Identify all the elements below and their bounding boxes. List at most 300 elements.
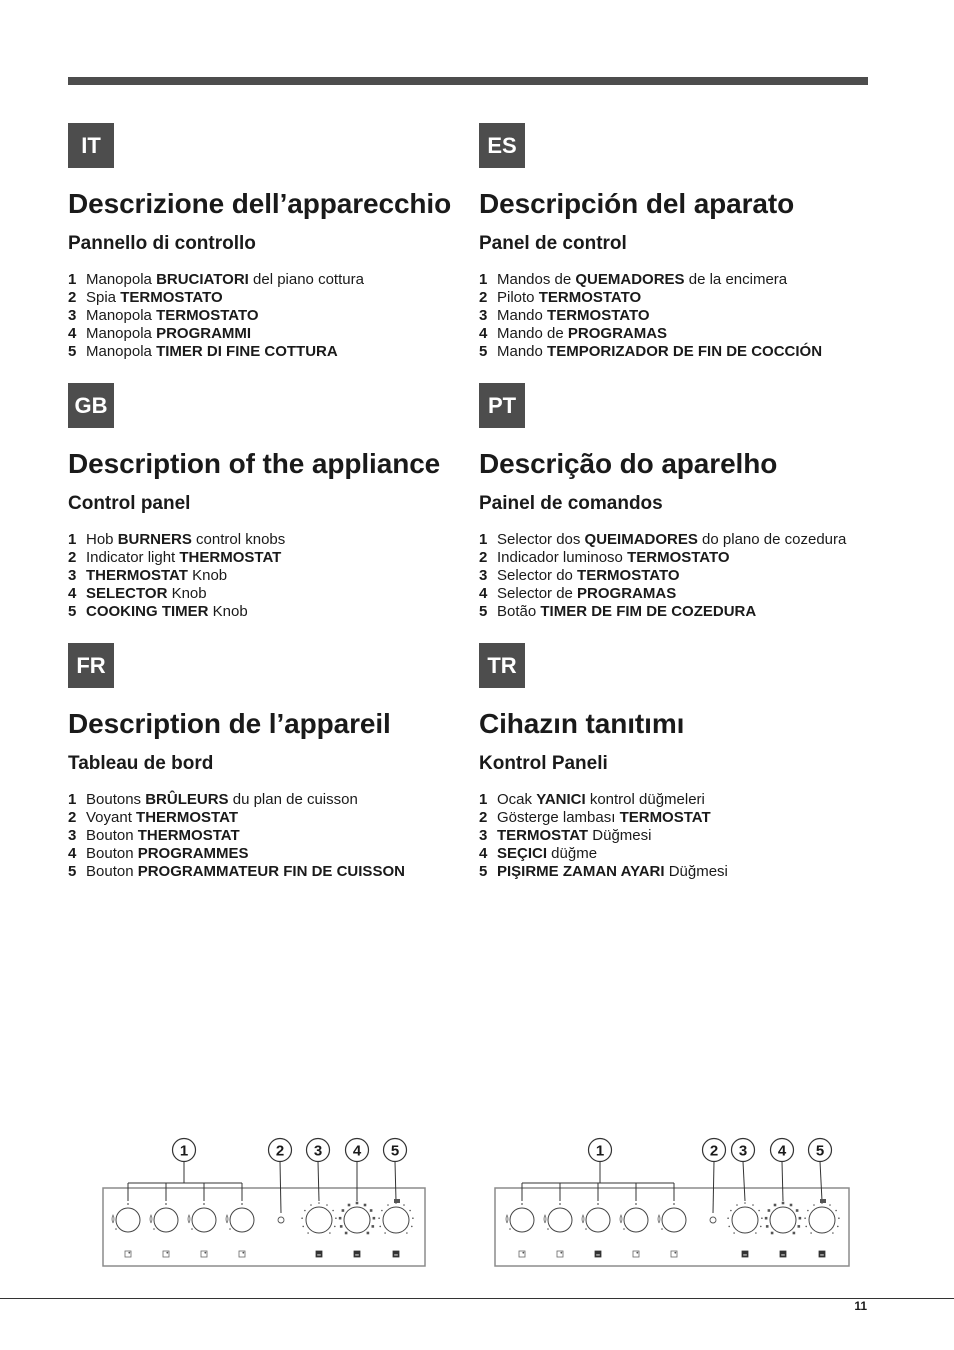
knob-mark [127,1203,129,1205]
item-keyword: PROGRAMMATEUR FIN DE CUISSON [137,863,405,880]
item-text: do plano de cozedura [697,531,847,548]
knob-mark [229,1228,231,1230]
item-text: del piano cottura [248,271,364,288]
program-symbol-icon [766,1225,769,1228]
indicator-light [710,1217,716,1223]
item-keyword: TERMOSTATO [577,567,680,584]
burner-position-icon [125,1251,131,1257]
callout-number: 3 [738,1142,748,1160]
item-keyword: PROGRAMAS [567,325,668,342]
burner-knob [548,1208,572,1232]
program-symbol-icon [765,1217,768,1220]
list-item [68,809,405,827]
item-number: 3 [479,567,488,584]
item-text: Manopola [86,271,157,288]
item-keyword: TERMOSTATO [547,307,650,324]
item-keyword: PIŞIRME ZAMAN AYARI [497,863,665,880]
parts-list [68,271,364,361]
scale-mark [334,1226,336,1228]
selector-knob [344,1207,370,1233]
knob-mark [597,1203,599,1205]
oven-element-icon [355,1255,359,1256]
item-number: 4 [68,585,77,602]
program-symbol-icon [373,1217,376,1220]
list-item [479,845,728,863]
oven-element-icon [781,1255,785,1256]
scale-mark [329,1232,331,1234]
oven-element-icon [317,1255,321,1256]
list-item [68,343,364,361]
program-symbol-icon [798,1225,801,1228]
item-text: Mando [497,343,548,360]
thermostat-knob [306,1207,332,1233]
list-item [479,791,728,809]
item-keyword: TIMER DI FINE COTTURA [156,343,338,360]
callout-number: 3 [313,1142,323,1160]
item-number: 5 [68,343,77,360]
burner-position-dot-icon [204,1252,206,1254]
footer-rule [0,1298,954,1299]
section-title: Descrição do aparelho [479,448,778,479]
burner-position-icon [163,1251,169,1257]
item-keyword: TERMOSTATO [538,289,642,306]
scale-mark [744,1202,746,1204]
burner-position-dot-icon [674,1252,676,1254]
oven-element-icon [820,1255,824,1256]
section-subtitle: Kontrol Paneli [479,753,608,774]
item-keyword: TERMOSTAT [619,809,711,826]
item-text: düğme [547,845,598,862]
item-number: 3 [68,307,77,324]
scale-mark [335,1217,337,1219]
item-number: 2 [68,289,77,306]
oven-function-icon [780,1251,786,1257]
item-text: Bouton [86,863,138,880]
program-symbol-icon [790,1204,793,1207]
scale-mark [807,1210,809,1212]
item-text: Piloto [497,289,539,306]
item-keyword: TIMER DE FIM DE COZEDURA [540,603,757,620]
program-symbol-icon [345,1232,348,1235]
scale-mark [409,1210,411,1212]
scale-mark [307,1232,309,1234]
item-number: 2 [479,549,488,566]
item-text: Manopola [86,343,157,360]
list-item [68,307,364,325]
list-item [479,863,728,881]
control-panel-diagram [495,1139,849,1267]
callout-number: 4 [352,1142,362,1160]
scale-mark [379,1226,381,1228]
callout-number: 2 [709,1142,719,1160]
item-text: Manopola [86,307,157,324]
section-subtitle: Pannello di controllo [68,233,256,254]
language-section-it [68,123,468,363]
timer-knob [809,1207,835,1233]
scale-mark [838,1217,840,1219]
burner-knob [662,1208,686,1232]
selector-knob [770,1207,796,1233]
scale-mark [804,1217,806,1219]
callout-number: 5 [815,1142,825,1160]
list-item [479,343,822,361]
knob-mark [191,1228,193,1230]
language-section-es [479,123,879,363]
language-badge: ES [479,123,525,168]
item-text: de la encimera [684,271,788,288]
list-item [479,809,728,827]
item-text: Düğmesi [588,827,652,844]
item-number: 1 [68,791,77,808]
callout-number: 1 [595,1142,605,1160]
burner-knob [154,1208,178,1232]
burner-knob [192,1208,216,1232]
item-number: 2 [479,809,488,826]
callout-number: 2 [275,1142,285,1160]
burner-knob [116,1208,140,1232]
item-keyword: COOKING TIMER [86,603,209,620]
language-badge: GB [68,383,114,428]
item-keyword: PROGRAMAS [577,585,677,602]
section-title: Description de l’appareil [68,708,391,739]
scale-mark [411,1226,413,1228]
knob-mark [661,1228,663,1230]
list-item [68,325,364,343]
list-item [479,827,728,845]
list-item [479,549,846,567]
item-keyword: TERMOSTATO [156,307,259,324]
item-number: 1 [479,271,488,288]
scale-mark [406,1232,408,1234]
list-item [479,289,822,307]
item-text: control knobs [191,531,286,548]
section-subtitle: Control panel [68,493,191,514]
scale-mark [302,1226,304,1228]
item-keyword: BRUCIATORI [156,271,249,288]
knob-mark [241,1203,243,1205]
burner-knob [624,1208,648,1232]
item-text: du plan de cuisson [228,791,358,808]
scale-mark [837,1226,839,1228]
scale-mark [387,1204,389,1206]
timer-bell-icon [820,1199,826,1203]
item-keyword: SELECTOR [86,585,168,602]
scale-mark [761,1217,763,1219]
section-title: Descrizione dell’apparecchio [68,188,452,219]
header-rule [68,77,868,85]
item-number: 3 [479,307,488,324]
burner-position-dot-icon [128,1252,130,1254]
item-text: Botão [497,603,541,620]
item-keyword: TERMOSTATO [627,549,730,566]
burner-position-icon [519,1251,525,1257]
item-keyword: PROGRAMMI [156,325,252,342]
section-title: Cihazın tanıtımı [479,708,685,739]
section-subtitle: Tableau de bord [68,753,214,774]
item-number: 4 [68,325,77,342]
item-text: Manopola [86,325,157,342]
program-symbol-icon [771,1232,774,1235]
scale-mark [301,1217,303,1219]
language-badge: TR [479,643,525,688]
parts-list [479,271,822,361]
list-item [68,585,285,603]
item-text: Voyant [86,809,137,826]
knob-mark [585,1228,587,1230]
item-number: 1 [479,531,488,548]
item-text: Bouton [86,827,138,844]
program-symbol-icon [793,1232,796,1235]
control-panel-outline [103,1188,425,1266]
section-title: Descripción del aparato [479,188,795,219]
scale-mark [326,1204,328,1206]
oven-element-icon [394,1255,398,1256]
knob-mark [547,1228,549,1230]
item-keyword: BURNERS [117,531,192,548]
scale-mark [755,1232,757,1234]
scale-mark [813,1204,815,1206]
scale-mark [829,1204,831,1206]
item-number: 5 [479,863,488,880]
knob-mark [165,1203,167,1205]
scale-mark [381,1210,383,1212]
program-symbol-icon [370,1209,373,1212]
item-keyword: TEMPORIZADOR DE FIN DE COCCIÓN [547,343,823,360]
list-item [479,271,822,289]
item-text: Mando [497,307,548,324]
item-number: 4 [68,845,77,862]
item-number: 1 [68,271,77,288]
language-badge: IT [68,123,114,168]
language-badge: FR [68,643,114,688]
item-text: Knob [187,567,228,584]
knob-mark [673,1203,675,1205]
scale-mark [332,1210,334,1212]
scale-mark [412,1217,414,1219]
item-number: 3 [68,827,77,844]
knob-mark [203,1203,205,1205]
oven-element-icon [596,1255,600,1256]
list-item [479,325,822,343]
list-item [68,827,405,845]
item-text: Knob [208,603,248,620]
burner-position-icon [239,1251,245,1257]
item-number: 3 [68,567,77,584]
list-item [479,307,822,325]
oven-function-icon [316,1251,322,1257]
item-keyword: SEÇICI [497,845,548,862]
program-symbol-icon [799,1217,802,1220]
control-panel-diagram [103,1139,425,1267]
item-text: Boutons [86,791,146,808]
list-item [68,289,364,307]
item-text: Knob [167,585,207,602]
item-number: 4 [479,845,488,862]
scale-mark [318,1202,320,1204]
scale-mark [758,1210,760,1212]
item-text: Selector do [497,567,578,584]
knob-mark [559,1203,561,1205]
scale-mark [752,1204,754,1206]
item-number: 2 [68,809,77,826]
item-number: 4 [479,325,488,342]
burner-position-icon [633,1251,639,1257]
item-keyword: THERMOSTAT [137,827,240,844]
list-item [479,603,846,621]
language-section-fr [68,643,468,883]
item-number: 1 [479,791,488,808]
scale-mark [727,1217,729,1219]
list-item [68,863,405,881]
burner-position-dot-icon [242,1252,244,1254]
scale-mark [805,1226,807,1228]
list-item [68,567,285,585]
burner-position-icon [201,1251,207,1257]
item-keyword: QUEMADORES [575,271,685,288]
item-text: Hob [86,531,118,548]
item-keyword: THERMOSTAT [86,567,188,584]
scale-mark [403,1204,405,1206]
item-keyword: TERMOSTAT [497,827,589,844]
oven-function-icon [742,1251,748,1257]
item-keyword: QUEIMADORES [584,531,698,548]
knob-mark [115,1228,117,1230]
item-text: Düğmesi [664,863,728,880]
item-text: Mando de [497,325,568,342]
item-text: Gösterge lambası [497,809,620,826]
callout-number: 5 [390,1142,400,1160]
list-item [68,549,285,567]
item-number: 5 [68,603,77,620]
knob-mark [521,1203,523,1205]
item-number: 5 [479,603,488,620]
item-keyword: THERMOSTAT [179,549,282,566]
item-keyword: THERMOSTAT [136,809,238,826]
scale-mark [730,1210,732,1212]
list-item [68,791,405,809]
scale-mark [728,1226,730,1228]
oven-element-icon [743,1255,747,1256]
section-subtitle: Painel de comandos [479,493,663,514]
parts-list [68,531,285,621]
oven-function-icon [354,1251,360,1257]
program-symbol-icon [356,1202,359,1205]
knob-mark [623,1228,625,1230]
scale-mark [760,1226,762,1228]
scale-mark [733,1232,735,1234]
thermostat-knob [732,1207,758,1233]
item-text: kontrol düğmeleri [585,791,705,808]
item-number: 3 [479,827,488,844]
item-text: Selector dos [497,531,585,548]
timer-bell-icon [394,1199,400,1203]
list-item [68,603,285,621]
item-number: 5 [479,343,488,360]
item-text: Mandos de [497,271,576,288]
program-symbol-icon [768,1209,771,1212]
parts-list [479,531,846,621]
burner-position-icon [671,1251,677,1257]
burner-position-dot-icon [636,1252,638,1254]
list-item [68,845,405,863]
language-section-gb [68,383,468,623]
item-text: Spia [86,289,121,306]
burner-position-icon [557,1251,563,1257]
scale-mark [736,1204,738,1206]
burner-position-dot-icon [166,1252,168,1254]
scale-mark [384,1232,386,1234]
burner-knob [230,1208,254,1232]
knob-mark [635,1203,637,1205]
knob-mark [509,1228,511,1230]
oven-function-icon [819,1251,825,1257]
program-symbol-icon [348,1204,351,1207]
item-text: Indicator light [86,549,180,566]
list-item [68,271,364,289]
burner-knob [586,1208,610,1232]
list-item [479,585,846,603]
control-panel-diagrams [0,1130,954,1280]
program-symbol-icon [364,1204,367,1207]
program-symbol-icon [372,1225,375,1228]
item-text: Ocak [497,791,537,808]
item-text: Bouton [86,845,138,862]
knob-mark [153,1228,155,1230]
scale-mark [835,1210,837,1212]
program-symbol-icon [340,1225,343,1228]
program-symbol-icon [367,1232,370,1235]
program-symbol-icon [796,1209,799,1212]
program-symbol-icon [339,1217,342,1220]
oven-function-icon [595,1251,601,1257]
scale-mark [832,1232,834,1234]
callout-number: 1 [179,1142,189,1160]
burner-position-dot-icon [522,1252,524,1254]
indicator-light [278,1217,284,1223]
item-number: 2 [68,549,77,566]
scale-mark [304,1210,306,1212]
language-section-pt [479,383,879,623]
item-keyword: YANICI [536,791,586,808]
list-item [479,531,846,549]
list-item [479,567,846,585]
item-number: 5 [68,863,77,880]
list-item [68,531,285,549]
item-number: 1 [68,531,77,548]
page-number: 11 [854,1299,867,1313]
parts-list [68,791,405,881]
burner-knob [510,1208,534,1232]
language-badge: PT [479,383,525,428]
language-section-tr [479,643,879,883]
program-symbol-icon [774,1204,777,1207]
scale-mark [810,1232,812,1234]
program-symbol-icon [782,1202,785,1205]
callout-number: 4 [777,1142,787,1160]
item-keyword: BRÛLEURS [145,791,229,808]
item-text: Indicador luminoso [497,549,628,566]
oven-function-icon [393,1251,399,1257]
item-number: 2 [479,289,488,306]
section-title: Description of the appliance [68,448,441,479]
section-subtitle: Panel de control [479,233,627,254]
scale-mark [310,1204,312,1206]
parts-list [479,791,728,881]
item-number: 4 [479,585,488,602]
timer-knob [383,1207,409,1233]
burner-position-dot-icon [560,1252,562,1254]
item-text: Selector de [497,585,578,602]
